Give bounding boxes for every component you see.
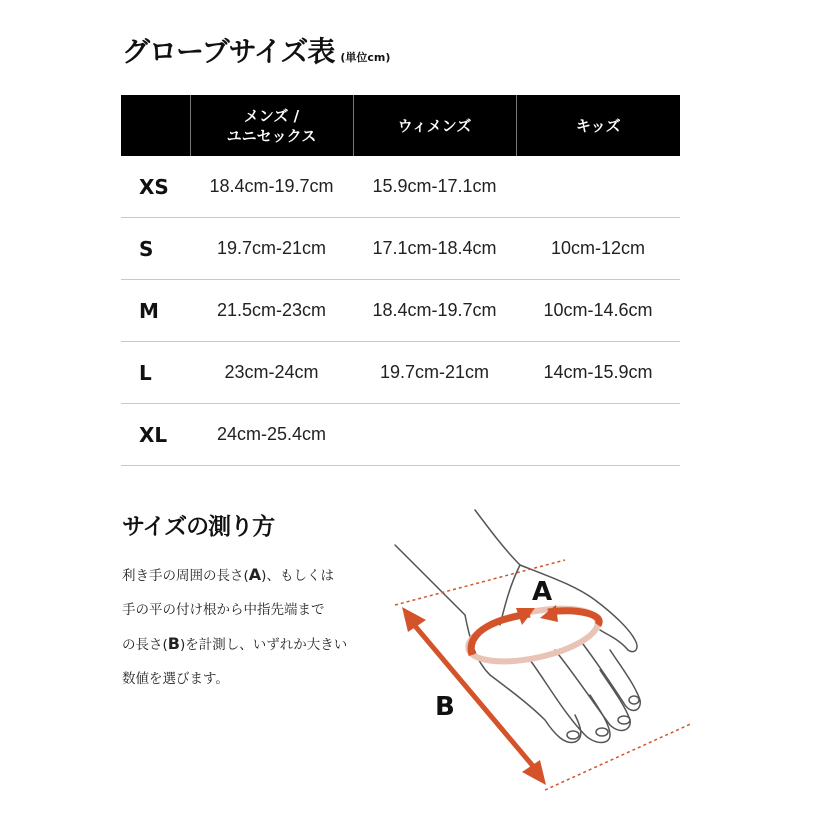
size-label: XL (121, 404, 190, 466)
howto-line3-pre: の長さ( (122, 637, 168, 653)
womens-cell: 17.1cm-18.4cm (353, 218, 516, 280)
howto-line-4: 数値を選びます。 (122, 671, 229, 687)
table-row (121, 218, 680, 280)
kids-cell: 10cm-14.6cm (516, 280, 680, 342)
womens-cell: 15.9cm-17.1cm (353, 156, 516, 218)
hand-outline-icon (395, 510, 640, 743)
table-row (121, 342, 680, 404)
header-kids: キッズ (516, 95, 680, 156)
kids-cell: 14cm-15.9cm (516, 342, 680, 404)
womens-cell: 18.4cm-19.7cm (353, 280, 516, 342)
howto-text (122, 558, 382, 696)
header-mens-line1: メンズ / (243, 106, 300, 125)
kids-cell: 10cm-12cm (516, 218, 680, 280)
label-b: B (435, 692, 455, 722)
size-label: M (121, 280, 190, 342)
womens-cell (353, 404, 516, 466)
table-row (121, 280, 680, 342)
kids-cell (516, 404, 680, 466)
size-label: L (121, 342, 190, 404)
mens-cell: 18.4cm-19.7cm (190, 156, 353, 218)
label-a: A (532, 577, 553, 607)
header-size (121, 95, 190, 156)
mens-cell: 24cm-25.4cm (190, 404, 353, 466)
unit-note: (単位cm) (340, 51, 391, 64)
size-label: S (121, 218, 190, 280)
size-table (121, 95, 680, 466)
womens-cell: 19.7cm-21cm (353, 342, 516, 404)
header-mens-line2: ユニセックス (226, 126, 317, 145)
howto-line-3 (122, 627, 382, 662)
table-row (121, 404, 680, 466)
howto-line-2: 手の平の付け根から中指先端まで (122, 602, 325, 618)
header (122, 30, 390, 70)
mens-cell: 23cm-24cm (190, 342, 353, 404)
page-title: グローブサイズ表 (122, 35, 335, 68)
hand-diagram (380, 490, 690, 800)
kids-cell (516, 156, 680, 218)
table-row (121, 156, 680, 218)
measure-a-ring-icon (464, 599, 603, 671)
badge-b: B (167, 634, 180, 653)
howto-title: サイズの測り方 (122, 514, 275, 540)
howto-line3-post: )を計測し、いずれか大きい (179, 637, 348, 653)
size-label: XS (121, 156, 190, 218)
mens-cell: 21.5cm-23cm (190, 280, 353, 342)
badge-a: A (248, 565, 262, 584)
howto-line1-post: )、もしくは (261, 568, 334, 584)
header-womens: ウィメンズ (353, 95, 516, 156)
mens-cell: 19.7cm-21cm (190, 218, 353, 280)
table-header-row (121, 95, 680, 156)
howto-line-1 (122, 558, 382, 593)
header-mens (190, 95, 353, 156)
howto-line1-pre: 利き手の周囲の長さ( (122, 568, 249, 584)
